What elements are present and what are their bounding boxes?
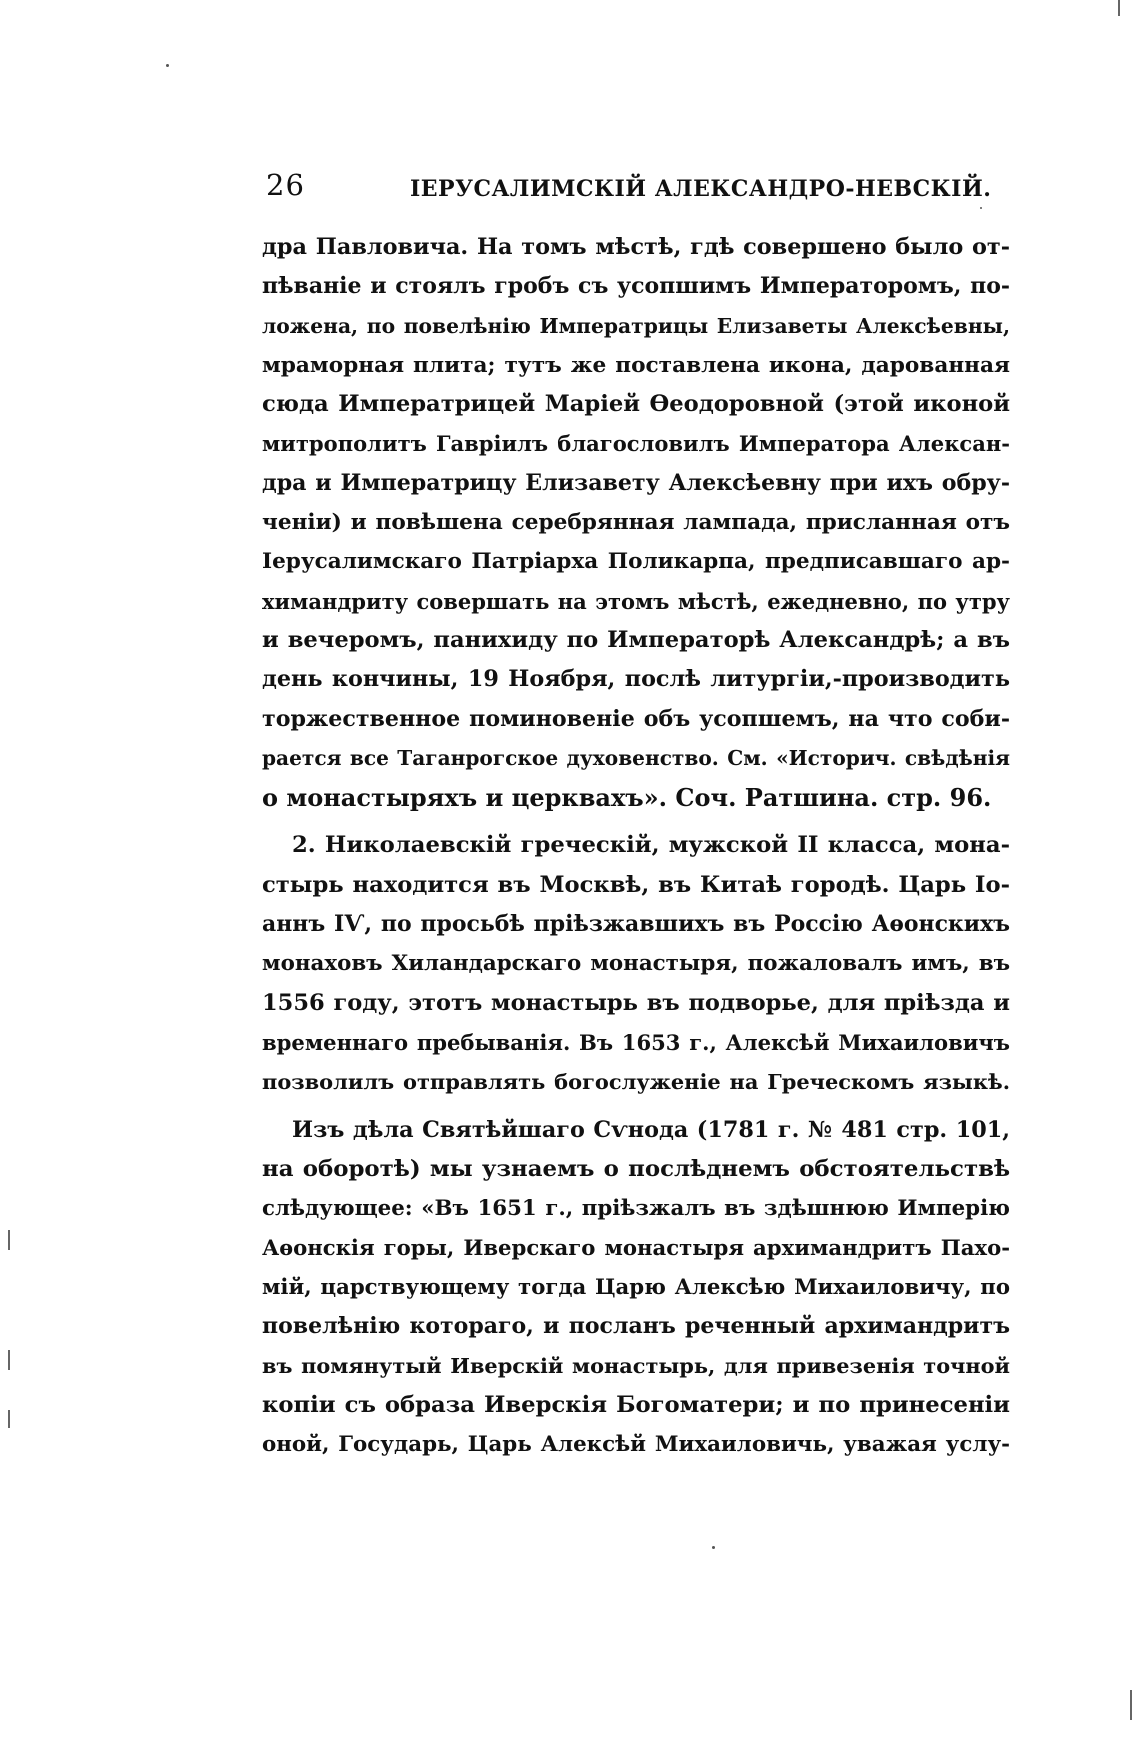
scan-margin-mark — [8, 1410, 10, 1428]
scan-margin-mark — [1118, 0, 1120, 16]
text-line: ложена, по повелѣнію Императрицы Елизаветы Алексѣевны, — [262, 313, 1010, 338]
scan-speck — [712, 1546, 715, 1549]
text-line: слѣдующее: «Въ 1651 г., пріѣзжалъ въ здѣшнюю Имперію — [262, 1196, 1010, 1222]
scan-margin-mark — [1130, 1690, 1132, 1720]
text-line: митрополитъ Гавріилъ благословилъ Императора Алексан- — [262, 431, 1010, 457]
body-text — [262, 228, 1010, 1464]
text-line: копіи съ образа Иверскія Богоматери; и по принесеніи — [262, 1391, 1010, 1418]
paragraph-1 — [262, 228, 1010, 817]
text-line: сюда Императрицей Маріей Ѳеодоровной (этой иконой — [262, 391, 1010, 418]
text-line: Іерусалимскаго Патріарха Поликарпа, предписавшаго ар- — [262, 549, 1010, 575]
text-line: дра и Императрицу Елизавету Алексѣевну при ихъ обру- — [262, 469, 1010, 496]
text-line: и вечеромъ, панихиду по Императорѣ Александрѣ; а въ — [262, 626, 1010, 653]
text-line: мраморная плита; тутъ же поставлена икона, дарованная — [262, 352, 1010, 378]
text-line: дра Павловича. На томъ мѣстѣ, гдѣ совершено было от- — [262, 234, 1010, 260]
text-line: Аѳонскія горы, Иверскаго монастыря архимандритъ Пахо- — [262, 1235, 1010, 1261]
text-line: временнаго пребыванія. Въ 1653 г., Алексѣй Михаиловичъ — [262, 1029, 1010, 1055]
running-title: ІЕРУСАЛИМСКІЙ АЛЕКСАНДРО-НЕВСКІЙ. — [410, 176, 992, 202]
text-line: 1556 году, этотъ монастырь въ подворье, для пріѣзда и — [262, 989, 1010, 1016]
text-line: 2. Николаевскій греческій, мужской II класса, мона- — [292, 832, 1010, 859]
scan-margin-mark — [8, 1350, 10, 1370]
text-line: оной, Государь, Царь Алексѣй Михаиловичь, уважая услу- — [262, 1431, 1010, 1457]
text-line: рается все Таганрогское духовенство. См. «Историч. свѣдѣнія — [262, 745, 1010, 770]
text-line: стырь находится въ Москвѣ, въ Китаѣ городѣ. Царь Іо- — [262, 871, 1010, 898]
text-line: повелѣнію котораго, и посланъ реченный архимандритъ — [262, 1313, 1010, 1340]
text-line: пѣваніе и стоялъ гробъ съ усопшимъ Императоромъ, по- — [262, 273, 1010, 300]
text-line: ченіи) и повѣшена серебрянная лампада, присланная отъ — [262, 510, 1010, 536]
text-line: о монастыряхъ и церквахъ». Соч. Ратшина. стр. 96. — [262, 783, 992, 813]
paragraph-2 — [262, 826, 1010, 1101]
scan-margin-mark — [8, 1230, 10, 1250]
text-line: химандриту совершать на этомъ мѣстѣ, ежедневно, по утру — [262, 588, 1010, 614]
text-line: торжественное поминовеніе объ усопшемъ, на что соби- — [262, 705, 1010, 732]
text-line: Изъ дѣла Святѣйшаго Сѵнода (1781 г. № 481 стр. 101, — [292, 1116, 1010, 1143]
page-number: 26 — [266, 168, 305, 202]
text-line: мій, царствующему тогда Царю Алексѣю Михаиловичу, по — [262, 1274, 1010, 1300]
page-header — [262, 168, 1010, 208]
text-line: на оборотѣ) мы узнаемъ о послѣднемъ обстоятельствѣ — [262, 1155, 1010, 1182]
scan-speck — [166, 64, 169, 67]
paragraph-3 — [262, 1111, 1010, 1465]
text-line: день кончины, 19 Ноября, послѣ литургіи,-производить — [262, 666, 1010, 693]
text-line: въ помянутый Иверскій монастырь, для привезенія точной — [262, 1353, 1010, 1379]
text-line: позволилъ отправлять богослуженіе на Греческомъ языкѣ. — [262, 1069, 1010, 1095]
text-line: аннъ IѴ, по просьбѣ пріѣзжавшихъ въ Россію Аѳонскихъ — [262, 911, 1010, 938]
text-line: монаховъ Хиландарскаго монастыря, пожаловалъ имъ, въ — [262, 951, 1010, 977]
